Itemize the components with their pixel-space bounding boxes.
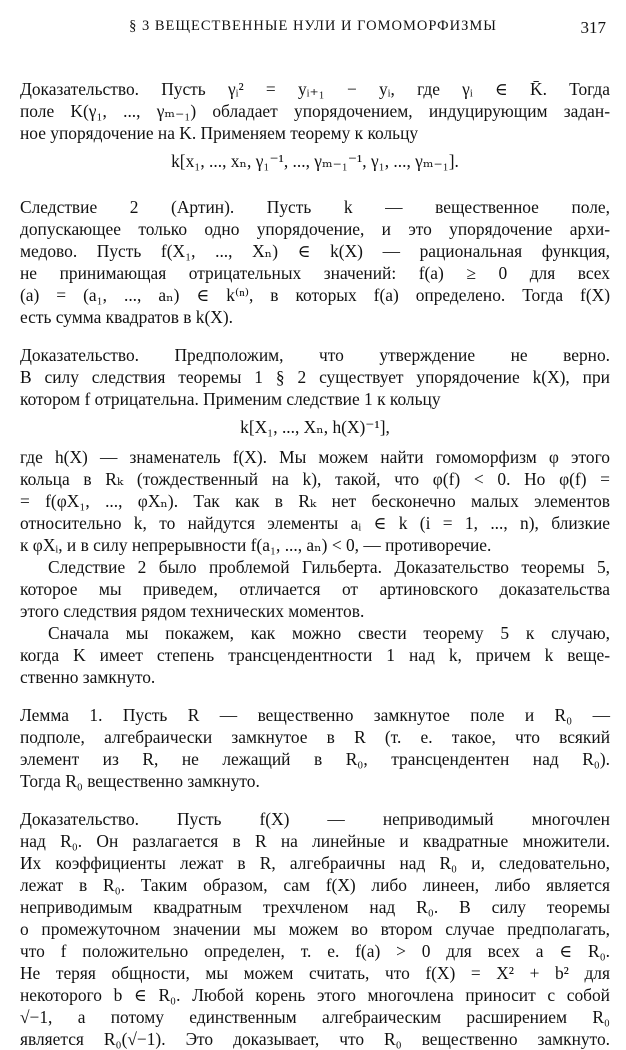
running-header <box>0 18 626 42</box>
text-line: не принимающая отрицательных значений: f(a) ≥ 0 для всех <box>20 263 610 283</box>
text-line: элемент из R, не лежащий в R₀, трансцендентен над R₀). <box>20 749 610 769</box>
text-line: √−1, а потому единственным алгебраическим расширением R₀ <box>20 1007 610 1027</box>
text-line: поле K(γ₁, ..., γₘ₋₁) обладает упорядочением, индуцирующим задан- <box>20 101 610 121</box>
text-line: медово. Пусть f(X₁, ..., Xₙ) ∈ k(X) — рациональная функция, <box>20 241 610 261</box>
header-title: § 3 ВЕЩЕСТВЕННЫЕ НУЛИ И ГОМОМОРФИЗМЫ <box>129 18 497 34</box>
lemma-1 <box>20 704 610 792</box>
text-line: Лемма 1. Пусть R — вещественно замкнутое поле и R₀ — <box>20 705 610 725</box>
text-line: о промежуточном значении мы можем во втором случае предполагать, <box>20 919 610 939</box>
text-line: этого следствия рядом технических моментов. <box>20 601 365 621</box>
text-line: Доказательство. Пусть f(X) — неприводимый многочлен <box>20 809 610 829</box>
text-line: подполе, алгебраически замкнутое в R (т. е. такое, что всякий <box>20 727 610 747</box>
text-line: Не теряя общности, мы можем считать, что f(X) = X² + b² для <box>20 963 610 983</box>
reduction-paragraph <box>20 622 610 688</box>
text-line: Следствие 2 (Артин). Пусть k — вещественное поле, <box>20 197 610 217</box>
page-number: 317 <box>580 18 606 37</box>
text-line: Следствие 2 было проблемой Гильберта. Доказательство теоремы 5, <box>48 557 610 577</box>
text-line: Доказательство. Пусть γᵢ² = yᵢ₊₁ − yᵢ, где γᵢ ∈ K̄. Тогда <box>20 79 610 99</box>
text-line: является R₀(√−1). Это доказывает, что R₀ вещественно замкнуто. <box>20 1029 610 1049</box>
formula-ring-1: k[x₁, ..., xₙ, γ₁⁻¹, ..., γₘ₋₁⁻¹, γ₁, ..., γₘ₋₁]. <box>171 151 459 171</box>
text-line: = f(φX₁, ..., φXₙ). Так как в Rₖ нет бесконечно малых элементов <box>20 491 610 511</box>
proof-continuation <box>20 446 610 556</box>
text-line: В силу следствия теоремы 1 § 2 существует упорядочение k(X), при <box>20 367 610 387</box>
lemma-proof <box>20 808 610 1050</box>
text-line: Сначала мы покажем, как можно свести теорему 5 к случаю, <box>48 623 610 643</box>
text-line: над R₀. Он разлагается в R на линейные и квадратные множители. <box>20 831 610 851</box>
text-line: когда K имеет степень трансцендентности 1 над k, причем k веще- <box>20 645 610 665</box>
text-line: что f положительно определен, т. е. f(a) > 0 для всех a ∈ R₀. <box>20 941 610 961</box>
text-line: кольца в Rₖ (тождественный на k), такой, что φ(f) < 0. Но φ(f) = <box>20 469 610 489</box>
text-line: ственно замкнуто. <box>20 667 156 687</box>
text-line: Их коэффициенты лежат в R, алгебраичны над R₀ и, следовательно, <box>20 853 610 873</box>
text-line: Доказательство. Предположим, что утверждение не верно. <box>20 345 610 365</box>
proof-paragraph-1 <box>20 78 610 144</box>
text-line: относительно k, то найдутся элементы aᵢ ∈ k (i = 1, ..., n), близкие <box>20 513 610 533</box>
text-line: лежат в R₀. Таким образом, сам f(X) либо линеен, либо является <box>20 875 610 895</box>
text-line: есть сумма квадратов в k(X). <box>20 307 233 327</box>
formula-ring-2: k[X₁, ..., Xₙ, h(X)⁻¹], <box>240 417 390 437</box>
text-line: котором f отрицательна. Применим следствие 1 к кольцу <box>20 389 441 409</box>
text-line: Тогда R₀ вещественно замкнуто. <box>20 771 260 791</box>
text-line: допускающее только одно упорядочение, и это упорядочение архи- <box>20 219 610 239</box>
proof-paragraph-2 <box>20 344 610 410</box>
text-line: неприводимым квадратным трехчленом над R₀. В силу теоремы <box>20 897 610 917</box>
page-body <box>20 78 610 1050</box>
text-line: где h(X) — знаменатель f(X). Мы можем найти гомоморфизм φ этого <box>20 447 610 467</box>
text-line: некоторого b ∈ R₀. Любой корень этого многочлена приносит с собой <box>20 985 610 1005</box>
corollary-2 <box>20 196 610 328</box>
hilbert-remark <box>20 556 610 622</box>
text-line: к φXᵢ, и в силу непрерывности f(a₁, ..., aₙ) < 0, — противоречие. <box>20 535 492 555</box>
text-line: (a) = (a₁, ..., aₙ) ∈ k⁽ⁿ⁾, в которых f(a) определено. Тогда f(X) <box>20 285 610 305</box>
text-line: которое мы приведем, отличается от артиновского доказательства <box>20 579 610 599</box>
text-line: ное упорядочение на K. Применяем теорему к кольцу <box>20 123 419 143</box>
